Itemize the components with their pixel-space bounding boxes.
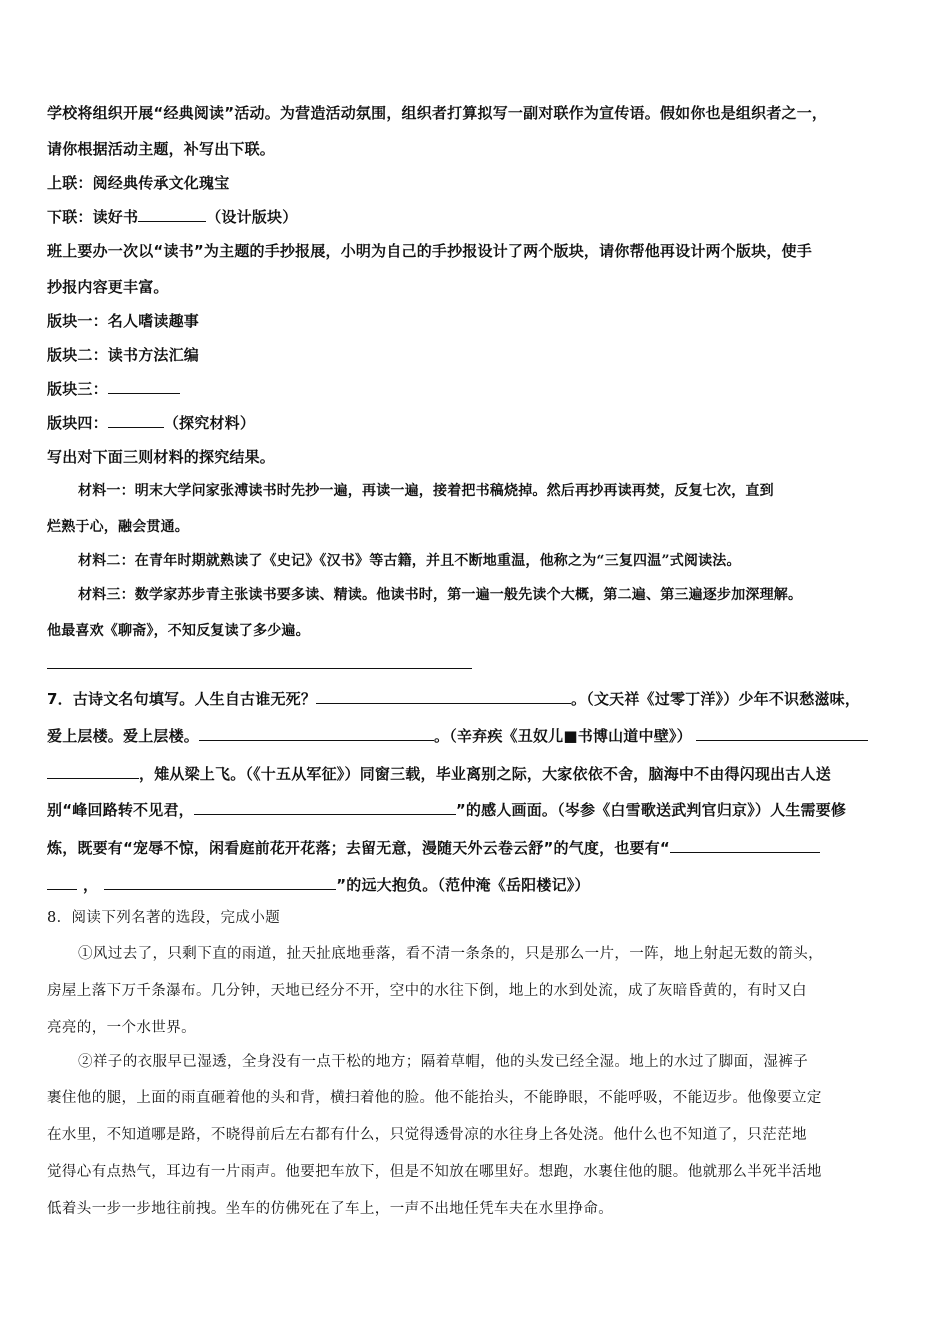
couplet-lower-suffix: （设计版块）	[206, 208, 298, 226]
q7-line-2a: 爱上层楼。爱上层楼。	[47, 727, 200, 745]
q7-line-1b: 。（文天祥《过零丁洋》）少年不识愁滋味，	[571, 690, 861, 708]
block-4	[47, 413, 255, 433]
q7-line-4a: 别“峰回路转不见君，	[47, 801, 194, 819]
answer-blank[interactable]	[108, 413, 164, 428]
q8-p2-line-1: ②祥子的衣服早已湿透，全身没有一点干松的地方；隔着草帽，他的头发已经全湿。地上的水过了脚面，湿裤子	[78, 1054, 809, 1070]
q8-p1-line-2: 房屋上落下万千条瀑布。几分钟，天地已经分不开，空中的水往下倒，地上的水到处流，成了灰暗昏黄的，有时又白	[47, 983, 807, 999]
q7-line-6	[47, 875, 590, 895]
material-2: 材料二：在青年时期就熟读了《史记》《汉书》等古籍，并且不断地重温，他称之为“三复四温”式阅读法。	[78, 553, 741, 569]
q7-line-4	[47, 800, 846, 820]
material-3-line-2: 他最喜欢《聊斋》，不知反复读了多少遍。	[47, 623, 310, 639]
block-3	[47, 379, 180, 399]
q7-line-3	[47, 764, 831, 784]
q8-p2-line-4: 觉得心有点热气，耳边有一片雨声。他要把车放下，但是不知放在哪里好。想跑，水裹住他的腿。他就那么半死半活地	[47, 1164, 822, 1180]
q7-line-4b: ”的感人画面。（岑参《白雪歌送武判官归京》）人生需要修	[455, 801, 847, 819]
intro-line-1: 学校将组织开展“经典阅读”活动。为营造活动氛围，组织者打算拟写一副对联作为宣传语。假如你也是组织者之一，	[47, 104, 828, 122]
answer-blank[interactable]	[138, 207, 206, 222]
answer-blank[interactable]	[194, 800, 456, 815]
answer-blank[interactable]	[47, 875, 77, 890]
couplet-lower	[47, 207, 297, 227]
answer-blank[interactable]	[108, 379, 180, 394]
q8-p2-line-2: 裹住他的腿，上面的雨直砸着他的头和背，横扫着他的脸。他不能抬头，不能睁眼，不能呼吸，不能迈步。他像要立定	[47, 1090, 822, 1106]
block-1: 版块一：名人嗜读趣事	[47, 312, 200, 330]
q7-line-5	[47, 838, 820, 858]
intro-line-2: 请你根据活动主题，补写出下联。	[47, 140, 276, 158]
q7-line-6b: ”的远大抱负。（范仲淹《岳阳楼记》）	[336, 876, 590, 894]
q7-line-2	[47, 726, 868, 746]
q8-p2-line-3: 在水里，不知道哪是路，不晓得前后左右都有什么，只觉得透骨凉的水往身上各处浇。他什么也不知道了，只茫茫地	[47, 1127, 807, 1143]
block-4-prefix: 版块四：	[47, 414, 108, 432]
board-line-2: 抄报内容更丰富。	[47, 278, 169, 296]
q7-line-3b: ，雉从梁上飞。（《十五从军征》）同窗三载，毕业离别之际，大家依依不舍，脑海中不由得闪现出古人送	[139, 765, 831, 783]
answer-blank[interactable]	[696, 726, 868, 741]
q7-line-1	[47, 689, 860, 709]
q7-line-6a: ，	[83, 876, 99, 894]
block-4-suffix: （探究材料）	[163, 414, 256, 432]
q7-line-5a: 炼，既要有“宠辱不惊，闲看庭前花开花落；去留无意，漫随天外云卷云舒”的气度，也要有“	[47, 839, 670, 857]
answer-blank[interactable]	[316, 689, 571, 704]
answer-line[interactable]	[47, 668, 472, 669]
board-line-1: 班上要办一次以“读书”为主题的手抄报展，小明为自己的手抄报设计了两个版块，请你帮他再设计两个版块，使手	[47, 242, 812, 260]
q7-line-2b: 。（辛弃疾《丑奴儿■书博山道中壁》）	[434, 727, 692, 745]
answer-blank[interactable]	[47, 764, 139, 779]
q8-p1-line-1: ①风过去了，只剩下直的雨道，扯天扯底地垂落，看不清一条条的，只是那么一片，一阵，地上射起无数的箭头，	[78, 946, 823, 962]
answer-blank[interactable]	[104, 875, 336, 890]
couplet-upper: 上联：阅经典传承文化瑰宝	[47, 174, 230, 192]
q7-line-1a: 7．古诗文名句填写。人生自古谁无死？	[47, 690, 317, 708]
q8-title: 8．阅读下列名著的选段，完成小题	[47, 910, 281, 926]
q8-p2-line-5: 低着头一步一步地往前拽。坐车的仿佛死在了车上，一声不出地任凭车夫在水里挣命。	[47, 1201, 614, 1217]
block-2: 版块二：读书方法汇编	[47, 346, 200, 364]
material-1-line-2: 烂熟于心，融会贯通。	[47, 519, 189, 535]
couplet-lower-prefix: 下联：读好书	[47, 208, 139, 226]
answer-blank[interactable]	[199, 726, 434, 741]
block-3-prefix: 版块三：	[47, 380, 108, 398]
answer-blank[interactable]	[670, 838, 820, 853]
explore-task: 写出对下面三则材料的探究结果。	[47, 448, 276, 466]
material-1-line-1: 材料一：明末大学问家张溥读书时先抄一遍，再读一遍，接着把书稿烧掉。然后再抄再读再焚，反复七次，直到	[78, 483, 774, 499]
material-3-line-1: 材料三：数学家苏步青主张读书要多读、精读。他读书时，第一遍一般先读个大概，第二遍、第三遍逐步加深理解。	[78, 587, 803, 603]
q8-p1-line-3: 亮亮的，一个水世界。	[47, 1020, 196, 1036]
